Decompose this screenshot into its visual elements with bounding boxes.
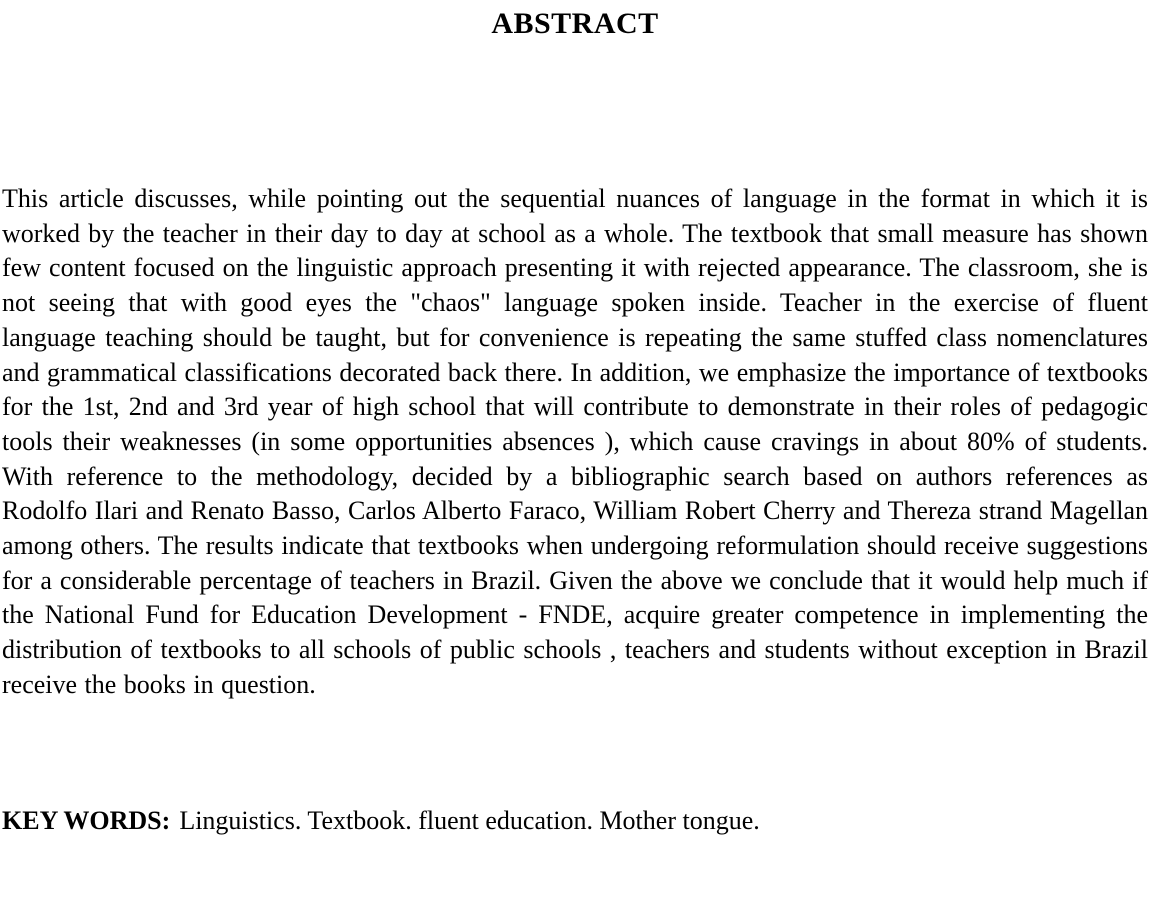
page-title: ABSTRACT: [491, 7, 659, 40]
keywords-text: Linguistics. Textbook. fluent education. Mother tongue.: [179, 805, 760, 835]
keywords-label: KEY WORDS:: [2, 805, 171, 835]
abstract-paragraph: This article discusses, while pointing out the sequential nuances of language in the format in which it is worked by the teacher in their day to day at school as a whole. The textbook that small measure has shown few content focused on the linguistic approach presenting it with rejected appearance. The classroom, she is not seeing that with good eyes the "chaos" language spoken inside. Teacher in the exercise of fluent language teaching should be taught, but for convenience is repeating the same stuffed class nomenclatures and grammatical classifications decorated back there. In addition, we emphasize the importance of textbooks for the 1st, 2nd and 3rd year of high school that will contribute to demonstrate in their roles of pedagogic tools their weaknesses (in some opportunities absences ), which cause cravings in about 80% of students. With reference to the methodology, decided by a bibliographic search based on authors references as Rodolfo Ilari and Renato Basso, Carlos Alberto Faraco, William Robert Cherry and Thereza strand Magellan among others. The results indicate that textbooks when undergoing reformulation should receive suggestions for a considerable percentage of teachers in Brazil. Given the above we conclude that it would help much if the National Fund for Education Development - FNDE, acquire greater competence in implementing the distribution of textbooks to all schools of public schools , teachers and students without exception in Brazil receive the books in question.: [2, 184, 1148, 699]
keywords-line: [2, 803, 1148, 838]
